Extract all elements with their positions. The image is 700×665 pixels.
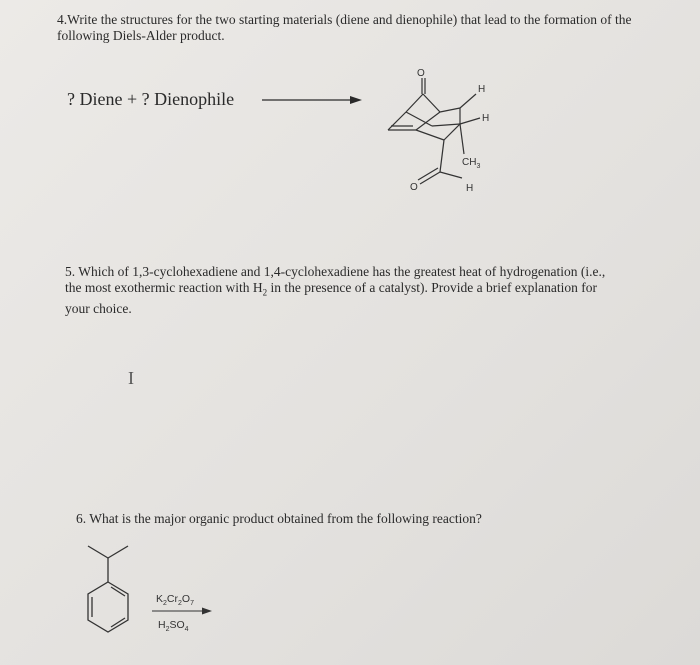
oxygen-top-label: O	[417, 68, 425, 79]
reagent-top-label: $K_2Cr_2O_7$	[156, 593, 194, 607]
oxidation-conditions	[148, 588, 218, 634]
question-5-subscript: 2	[262, 287, 268, 298]
reaction-arrow	[262, 93, 362, 107]
hydrogen-label-3: H	[466, 183, 474, 194]
diels-alder-product-structure	[380, 68, 520, 198]
question-4-text: 4.Write the structures for the two starting materials (diene and dienophile) that lead to the formation of the following Diels-Alder product.	[57, 12, 632, 43]
hydrogen-label-2: H	[482, 113, 490, 124]
methyl-label: $CH_3$	[462, 157, 481, 170]
hydrogen-label-1: H	[478, 84, 486, 95]
reagent-bottom-label: $H_2SO_4$	[158, 619, 189, 633]
question-6-text: 6. What is the major organic product obtained from the following reaction?	[76, 511, 482, 526]
question-5-text-part2: in the presence of a catalyst). Provide a brief explanation for your choice.	[65, 280, 597, 316]
text-cursor-icon: I	[128, 368, 134, 388]
oxygen-bottom-label: O	[410, 182, 418, 193]
question-5-text	[65, 264, 625, 317]
diels-alder-equation: ? Diene + ? Dienophile	[67, 89, 235, 109]
question-5-text-part1: 5. Which of 1,3-cyclohexadiene and 1,4-cyclohexadiene has the greatest heat of hydrogenation (i.e., the most exothermic reaction with H	[65, 264, 606, 295]
cumene-structure	[80, 538, 150, 643]
